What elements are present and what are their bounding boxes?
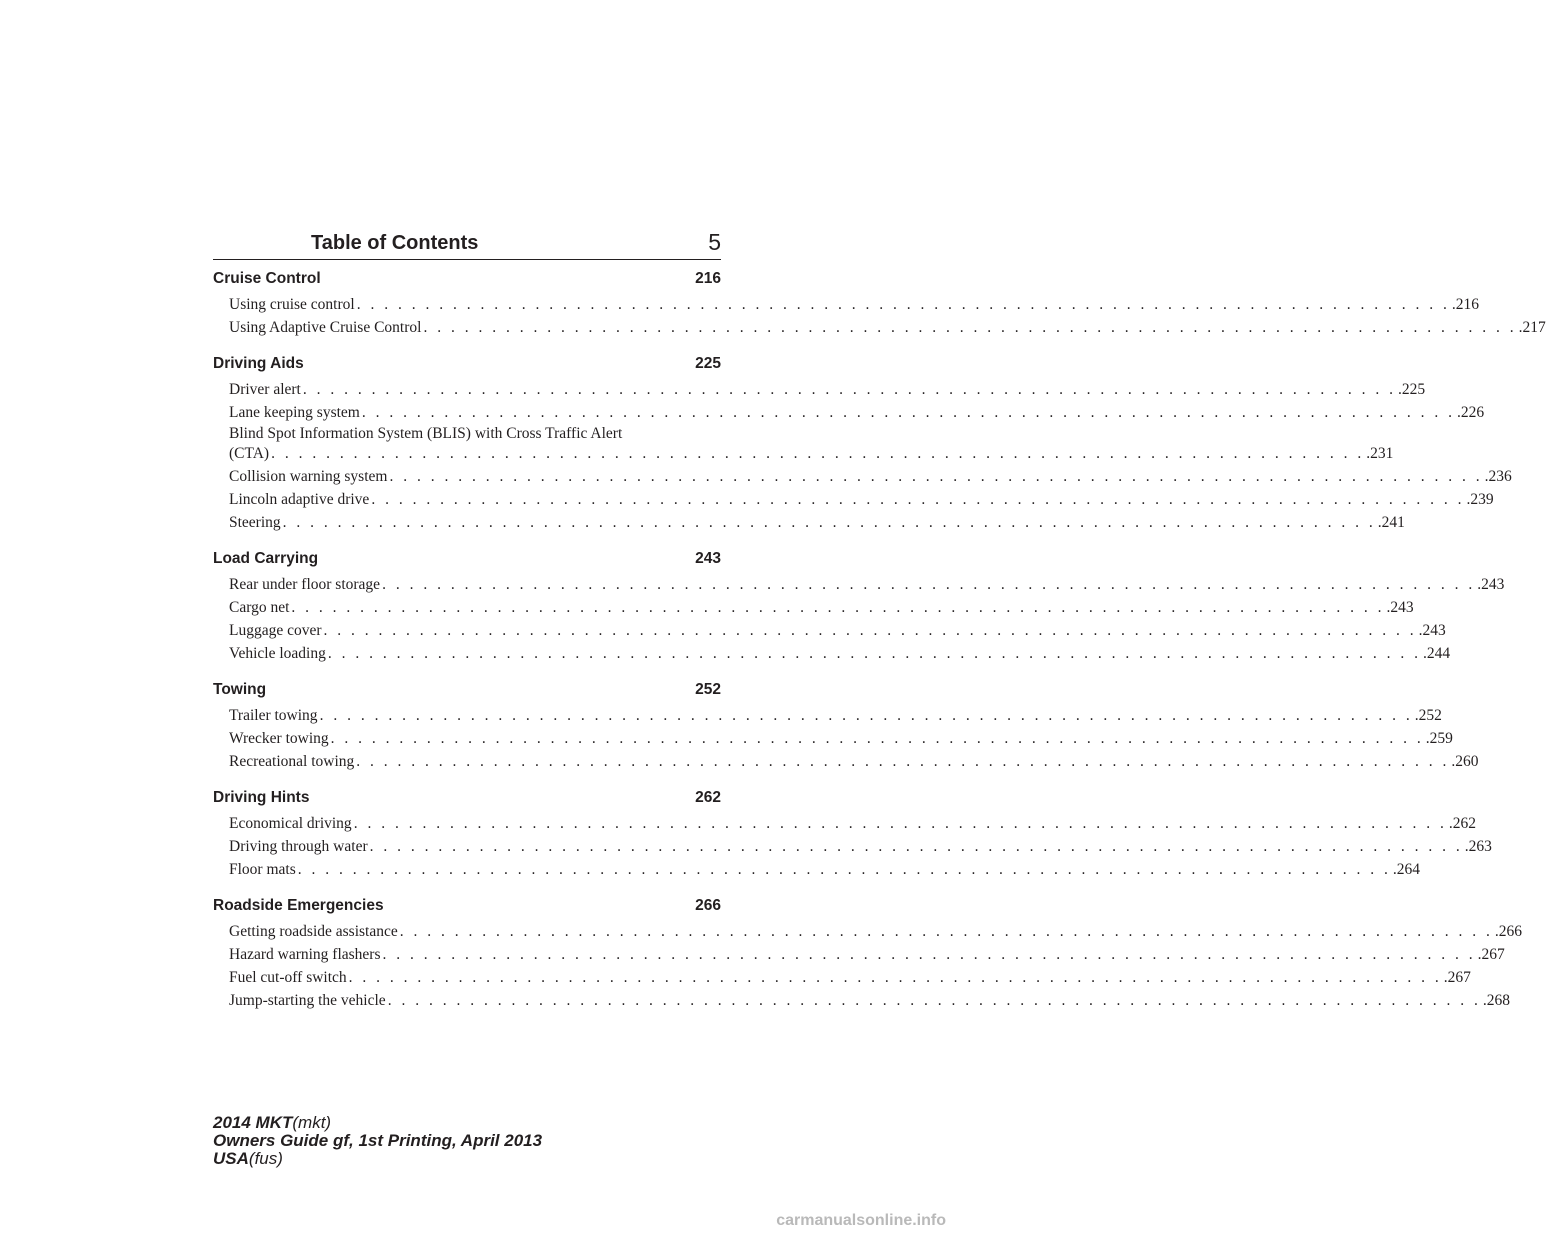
toc-entry[interactable] xyxy=(229,966,1471,989)
entry-title: Hazard warning flashers xyxy=(229,946,381,963)
toc-entry[interactable] xyxy=(229,812,1476,835)
entry-page: .243 xyxy=(1477,576,1505,593)
toc-entry[interactable] xyxy=(229,727,1453,750)
entry-title: Recreational towing xyxy=(229,753,355,770)
entry-page: .217 xyxy=(1518,319,1546,336)
toc-entry[interactable] xyxy=(229,424,1394,465)
dot-leader: . . . . . . . . . . . . . . . . . . . . . . . . . . . . . . . . . . . . . . . . . . . . . . . . . . . . . . . . . . . . . . . . . . . . . . . . . . . . . . . . xyxy=(356,753,1450,770)
entry-title: Luggage cover xyxy=(229,622,322,639)
section-title: Cruise Control xyxy=(213,270,321,287)
section-heading[interactable] xyxy=(213,548,721,573)
section-title: Towing xyxy=(213,681,267,698)
dot-leader: . . . . . . . . . . . . . . . . . . . . . . . . . . . . . . . . . . . . . . . . . . . . . . . . . . . . . . . . . . . . . . . . . . . . . . . . . . . . . . . . xyxy=(382,946,1476,963)
dot-leader: . . . . . . . . . . . . . . . . . . . . . . . . . . . . . . . . . . . . . . . . . . . . . . . . . . . . . . . . . . . . . . . . . . . . . . . . . . . . . . . . xyxy=(389,468,1483,485)
dot-leader: . . . . . . . . . . . . . . . . . . . . . . . . . . . . . . . . . . . . . . . . . . . . . . . . . . . . . . . . . . . . . . . . . . . . . . . . . . . . . . . . xyxy=(282,514,1376,531)
dot-leader: . . . . . . . . . . . . . . . . . . . . . . . . . . . . . . . . . . . . . . . . . . . . . . . . . . . . . . . . . . . . . . . . . . . . . . . . . . . . . . . . xyxy=(323,622,1417,639)
entry-page: .262 xyxy=(1448,815,1476,832)
dot-leader: . . . . . . . . . . . . . . . . . . . . . . . . . . . . . . . . . . . . . . . . . . . . . . . . . . . . . . . . . . . . . . . . . . . . . . . . . . . . . . . . xyxy=(319,707,1413,724)
toc-entry[interactable] xyxy=(229,989,1510,1012)
entry-title: Rear under floor storage xyxy=(229,576,381,593)
dot-leader: . . . . . . . . . . . . . . . . . . . . . . . . . . . . . . . . . . . . . . . . . . . . . . . . . . . . . . . . . . . . . . . . . . . . . . . . . . . . . . . . xyxy=(423,319,1517,336)
entry-page: .226 xyxy=(1456,404,1485,421)
toc-entry[interactable] xyxy=(229,642,1451,665)
entry-page: .264 xyxy=(1392,861,1420,878)
toc-entry[interactable] xyxy=(229,835,1492,858)
section-heading[interactable] xyxy=(213,679,721,704)
entry-title: Collision warning system xyxy=(229,468,388,485)
dot-leader: . . . . . . . . . . . . . . . . . . . . . . . . . . . . . . . . . . . . . . . . . . . . . . . . . . . . . . . . . . . . . . . . . . . . . . . . . . . . . . . . xyxy=(399,923,1493,940)
toc-entry[interactable] xyxy=(229,573,1505,596)
section-title: Driving Aids xyxy=(213,355,304,372)
entry-page: .266 xyxy=(1494,923,1522,940)
entry-title: Lincoln adaptive drive xyxy=(229,491,370,508)
dot-leader: . . . . . . . . . . . . . . . . . . . . . . . . . . . . . . . . . . . . . . . . . . . . . . . . . . . . . . . . . . . . . . . . . . . . . . . . . . . . . . . . xyxy=(387,992,1481,1009)
entry-page: .252 xyxy=(1414,707,1442,724)
entry-title: Floor mats xyxy=(229,861,296,878)
entry-title: Economical driving xyxy=(229,815,352,832)
entry-page: .263 xyxy=(1464,838,1492,855)
page-number: 5 xyxy=(708,229,721,255)
toc-entry[interactable] xyxy=(229,596,1414,619)
dot-leader: . . . . . . . . . . . . . . . . . . . . . . . . . . . . . . . . . . . . . . . . . . . . . . . . . . . . . . . . . . . . . . . . . . . . . . . . . . . . . . . . xyxy=(291,599,1385,616)
entry-title: Getting roadside assistance xyxy=(229,923,398,940)
dot-leader: . . . . . . . . . . . . . . . . . . . . . . . . . . . . . . . . . . . . . . . . . . . . . . . . . . . . . . . . . . . . . . . . . . . . . . . . . . . . . . . . xyxy=(348,969,1442,986)
entry-title: Driver alert xyxy=(229,381,301,398)
toc-section xyxy=(213,268,1546,339)
section-heading[interactable] xyxy=(213,895,721,920)
toc-section xyxy=(213,787,1492,881)
section-page: 266 xyxy=(695,897,721,914)
toc-entry[interactable] xyxy=(229,401,1485,424)
dot-leader: . . . . . . . . . . . . . . . . . . . . . . . . . . . . . . . . . . . . . . . . . . . . . . . . . . . . . . . . . . . . . . . . . . . . . . . . . . . . . . . . xyxy=(330,730,1424,747)
toc-entry[interactable] xyxy=(229,316,1546,339)
toc-entry[interactable] xyxy=(229,858,1420,881)
dot-leader: . . . . . . . . . . . . . . . . . . . . . . . . . . . . . . . . . . . . . . . . . . . . . . . . . . . . . . . . . . . . . . . . . . . . . . . . . . . . . . . . xyxy=(297,861,1391,878)
toc-section xyxy=(213,895,1522,1012)
entry-page: .259 xyxy=(1425,730,1453,747)
entry-page: .268 xyxy=(1482,992,1510,1009)
section-heading[interactable] xyxy=(213,787,721,812)
dot-leader: . . . . . . . . . . . . . . . . . . . . . . . . . . . . . . . . . . . . . . . . . . . . . . . . . . . . . . . . . . . . . . . . . . . . . . . . . . . . . . . . xyxy=(356,296,1450,313)
toc-section xyxy=(213,548,1505,665)
toc-entry[interactable] xyxy=(229,943,1505,966)
dot-leader: . . . . . . . . . . . . . . . . . . . . . . . . . . . . . . . . . . . . . . . . . . . . . . . . . . . . . . . . . . . . . . . . . . . . . . . . . . . . . . . . xyxy=(371,491,1465,508)
section-page: 262 xyxy=(695,789,721,806)
entry-title: Steering xyxy=(229,514,281,531)
entry-title: Driving through water xyxy=(229,838,368,855)
footer-region-code: (fus) xyxy=(248,1149,283,1168)
entry-title: Trailer towing xyxy=(229,707,318,724)
entry-title: Wrecker towing xyxy=(229,730,329,747)
dot-leader: . . . . . . . . . . . . . . . . . . . . . . . . . . . . . . . . . . . . . . . . . . . . . . . . . . . . . . . . . . . . . . . . . . . . . . . . . . . . . . . . xyxy=(271,445,1365,462)
entry-page: .267 xyxy=(1477,946,1505,963)
dot-leader: . . . . . . . . . . . . . . . . . . . . . . . . . . . . . . . . . . . . . . . . . . . . . . . . . . . . . . . . . . . . . . . . . . . . . . . . . . . . . . . . xyxy=(353,815,1447,832)
dot-leader: . . . . . . . . . . . . . . . . . . . . . . . . . . . . . . . . . . . . . . . . . . . . . . . . . . . . . . . . . . . . . . . . . . . . . . . . . . . . . . . . xyxy=(361,404,1455,421)
section-heading[interactable] xyxy=(213,353,721,378)
toc-entry[interactable] xyxy=(229,465,1512,488)
toc-entry[interactable] xyxy=(229,293,1479,316)
entry-title: Jump-starting the vehicle xyxy=(229,992,386,1009)
entry-page: .231 xyxy=(1366,445,1394,462)
entry-title: Cargo net xyxy=(229,599,290,616)
toc-section xyxy=(213,679,1479,773)
entry-page: .241 xyxy=(1377,514,1405,531)
toc-entry[interactable] xyxy=(229,378,1426,401)
section-page: 252 xyxy=(695,681,721,698)
dot-leader: . . . . . . . . . . . . . . . . . . . . . . . . . . . . . . . . . . . . . . . . . . . . . . . . . . . . . . . . . . . . . . . . . . . . . . . . . . . . . . . . xyxy=(302,381,1396,398)
footer-model-code: (mkt) xyxy=(292,1113,332,1132)
toc-entry[interactable] xyxy=(229,619,1446,642)
entry-page: .244 xyxy=(1422,645,1451,662)
dot-leader: . . . . . . . . . . . . . . . . . . . . . . . . . . . . . . . . . . . . . . . . . . . . . . . . . . . . . . . . . . . . . . . . . . . . . . . . . . . . . . . . xyxy=(382,576,1476,593)
entry-title: Using Adaptive Cruise Control xyxy=(229,319,422,336)
entry-title: Using cruise control xyxy=(229,296,355,313)
toc-entry[interactable] xyxy=(229,704,1442,727)
entry-page: .260 xyxy=(1451,753,1479,770)
section-title: Roadside Emergencies xyxy=(213,897,384,914)
toc-entry[interactable] xyxy=(229,920,1522,943)
footer xyxy=(213,1114,542,1168)
toc-section xyxy=(213,353,1512,534)
dot-leader: . . . . . . . . . . . . . . . . . . . . . . . . . . . . . . . . . . . . . . . . . . . . . . . . . . . . . . . . . . . . . . . . . . . . . . . . . . . . . . . . xyxy=(327,645,1421,662)
footer-model: 2014 MKT xyxy=(213,1113,293,1132)
section-page: 216 xyxy=(695,270,721,287)
section-page: 225 xyxy=(695,355,721,372)
entry-title: Fuel cut-off switch xyxy=(229,969,347,986)
watermark: carmanualsonline.info xyxy=(776,1212,946,1229)
page-header xyxy=(213,229,721,260)
section-heading[interactable] xyxy=(213,268,721,293)
toc-entry[interactable] xyxy=(229,750,1479,773)
toc-entry[interactable] xyxy=(229,511,1405,534)
entry-title: Vehicle loading xyxy=(229,645,326,662)
entry-page: .236 xyxy=(1484,468,1512,485)
entry-page: .216 xyxy=(1451,296,1479,313)
section-page: 243 xyxy=(695,550,721,567)
entry-page: .225 xyxy=(1398,381,1426,398)
entry-page: .243 xyxy=(1386,599,1414,616)
page-title: Table of Contents xyxy=(311,232,479,254)
entry-page: .243 xyxy=(1418,622,1446,639)
entry-title: Lane keeping system xyxy=(229,404,360,421)
toc-entry[interactable] xyxy=(229,488,1494,511)
footer-printing: Owners Guide gf, 1st Printing, April 2013 xyxy=(213,1131,543,1150)
entry-title: Blind Spot Information System (BLIS) with Cross Traffic Alert xyxy=(229,425,623,442)
entry-title-cont: (CTA) xyxy=(229,445,270,462)
section-title: Load Carrying xyxy=(213,550,319,567)
footer-region: USA xyxy=(213,1149,249,1168)
table-of-contents xyxy=(213,268,1546,1026)
section-title: Driving Hints xyxy=(213,789,310,806)
entry-page: .239 xyxy=(1466,491,1494,508)
entry-page: .267 xyxy=(1443,969,1471,986)
dot-leader: . . . . . . . . . . . . . . . . . . . . . . . . . . . . . . . . . . . . . . . . . . . . . . . . . . . . . . . . . . . . . . . . . . . . . . . . . . . . . . . . xyxy=(369,838,1463,855)
